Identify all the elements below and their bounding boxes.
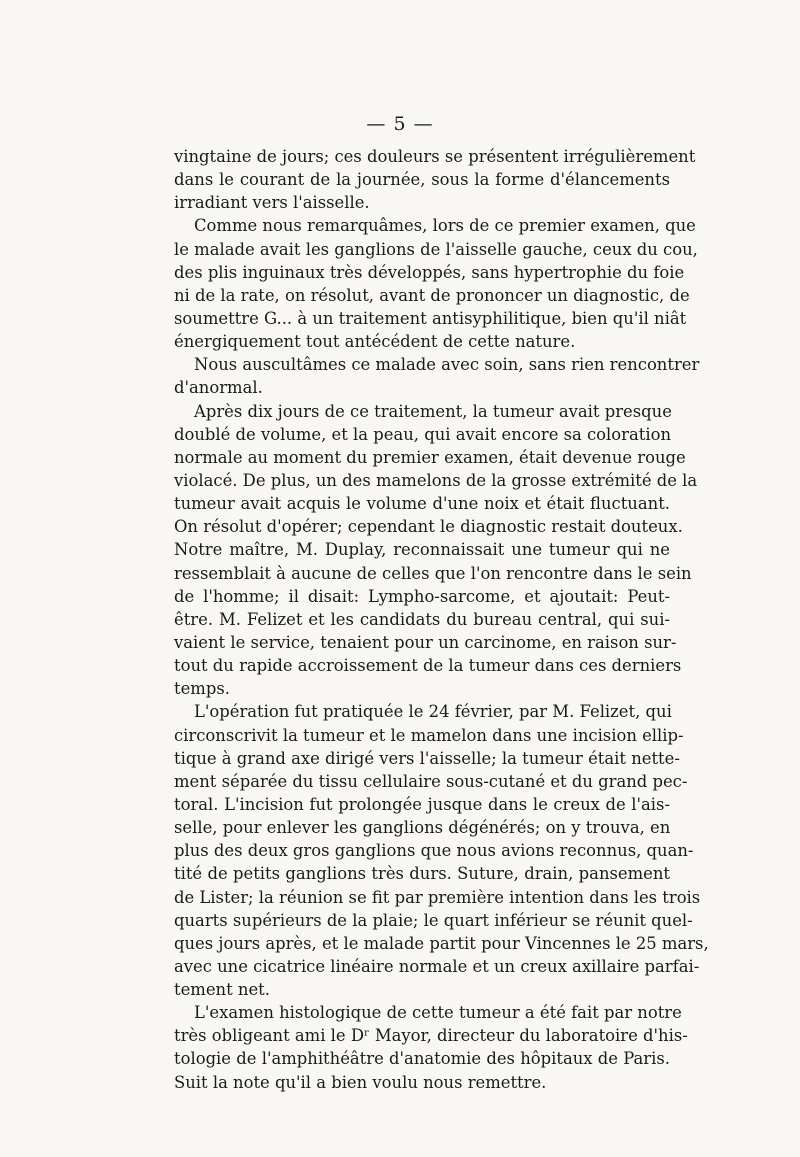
text-line: L'examen histologique de cette tumeur a été fait par notre [194, 1003, 682, 1023]
text-line: dans le courant de la journée, sous la forme d'élancements [174, 170, 670, 190]
paragraph [174, 700, 709, 1001]
text-line: tout du rapide accroissement de la tumeur dans ces derniers [174, 656, 682, 676]
text-line: Nous auscultâmes ce malade avec soin, sans rien rencontrer [194, 355, 700, 375]
paragraph [174, 145, 696, 214]
text-line: tumeur avait acquis le volume d'une noix et était fluctuant. [174, 494, 670, 514]
text-line: tologie de l'amphithéâtre d'anatomie des hôpitaux de Paris. [174, 1049, 670, 1069]
paragraph [174, 214, 698, 353]
text-line: selle, pour enlever les ganglions dégénérés; on y trouva, en [174, 818, 671, 838]
text-line: tité de petits ganglions très durs. Suture, drain, pansement [174, 864, 670, 884]
text-line: avec une cicatrice linéaire normale et un creux axillaire parfai- [174, 956, 700, 976]
text-line: d'anormal. [174, 378, 263, 398]
text-line: Notre maître, M. Duplay, reconnaissait une tumeur qui ne [174, 540, 670, 560]
text-line: irradiant vers l'aisselle. [174, 193, 370, 213]
paragraph [174, 353, 700, 399]
text-line: Comme nous remarquâmes, lors de ce premier examen, que [194, 216, 696, 236]
text-line: On résolut d'opérer; cependant le diagnostic restait douteux. [174, 517, 683, 537]
text-line: des plis inguinaux très développés, sans hypertrophie du foie [174, 262, 685, 282]
text-line: L'opération fut pratiquée le 24 février, par M. Felizet, qui [194, 702, 672, 722]
text-line: circonscrivit la tumeur et le mamelon dans une incision ellip- [174, 725, 684, 745]
body-text [174, 145, 709, 1094]
text-line: Après dix jours de ce traitement, la tumeur avait presque [194, 401, 672, 421]
paragraph [174, 400, 698, 701]
text-line: tement net. [174, 980, 270, 1000]
text-line: temps. [174, 679, 230, 699]
text-line: vingtaine de jours; ces douleurs se présentent irrégulièrement [174, 147, 696, 166]
text-line: de l'homme; il disait: Lympho-sarcome, et ajoutait: Peut- [174, 586, 670, 606]
text-line: de Lister; la réunion se fit par première intention dans les trois [174, 887, 701, 907]
text-line: tique à grand axe dirigé vers l'aisselle; la tumeur était nette- [174, 748, 680, 768]
text-line: doublé de volume, et la peau, qui avait encore sa coloration [174, 424, 672, 444]
text-line: plus des deux gros ganglions que nous avions reconnus, quan- [174, 841, 694, 861]
text-line: ment séparée du tissu cellulaire sous-cutané et du grand pec- [174, 771, 688, 791]
paragraph [174, 1001, 688, 1094]
text-line: ques jours après, et le malade partit pour Vincennes le 25 mars, [174, 933, 709, 953]
text-line: ressemblait à aucune de celles que l'on rencontre dans le sein [174, 563, 692, 583]
text-line: vaient le service, tenaient pour un carcinome, en raison sur- [174, 632, 677, 652]
text-line: très obligeant ami le Dʳ Mayor, directeur du laboratoire d'his- [174, 1026, 688, 1046]
text-line: ni de la rate, on résolut, avant de prononcer un diagnostic, de [174, 285, 690, 305]
text-line: être. M. Felizet et les candidats du bureau central, qui sui- [174, 609, 670, 629]
text-line: Suit la note qu'il a bien voulu nous remettre. [174, 1072, 547, 1092]
page-number: — 5 — [366, 113, 434, 135]
text-line: quarts supérieurs de la plaie; le quart inférieur se réunit quel- [174, 910, 693, 930]
text-line: violacé. De plus, un des mamelons de la grosse extrémité de la [174, 470, 698, 490]
text-line: normale au moment du premier examen, était devenue rouge [174, 447, 686, 467]
text-line: le malade avait les ganglions de l'aisselle gauche, ceux du cou, [174, 239, 698, 259]
text-line: énergiquement tout antécédent de cette nature. [174, 332, 576, 352]
text-line: soumettre G... à un traitement antisyphilitique, bien qu'il niât [174, 308, 687, 328]
text-line: toral. L'incision fut prolongée jusque dans le creux de l'ais- [174, 794, 670, 814]
